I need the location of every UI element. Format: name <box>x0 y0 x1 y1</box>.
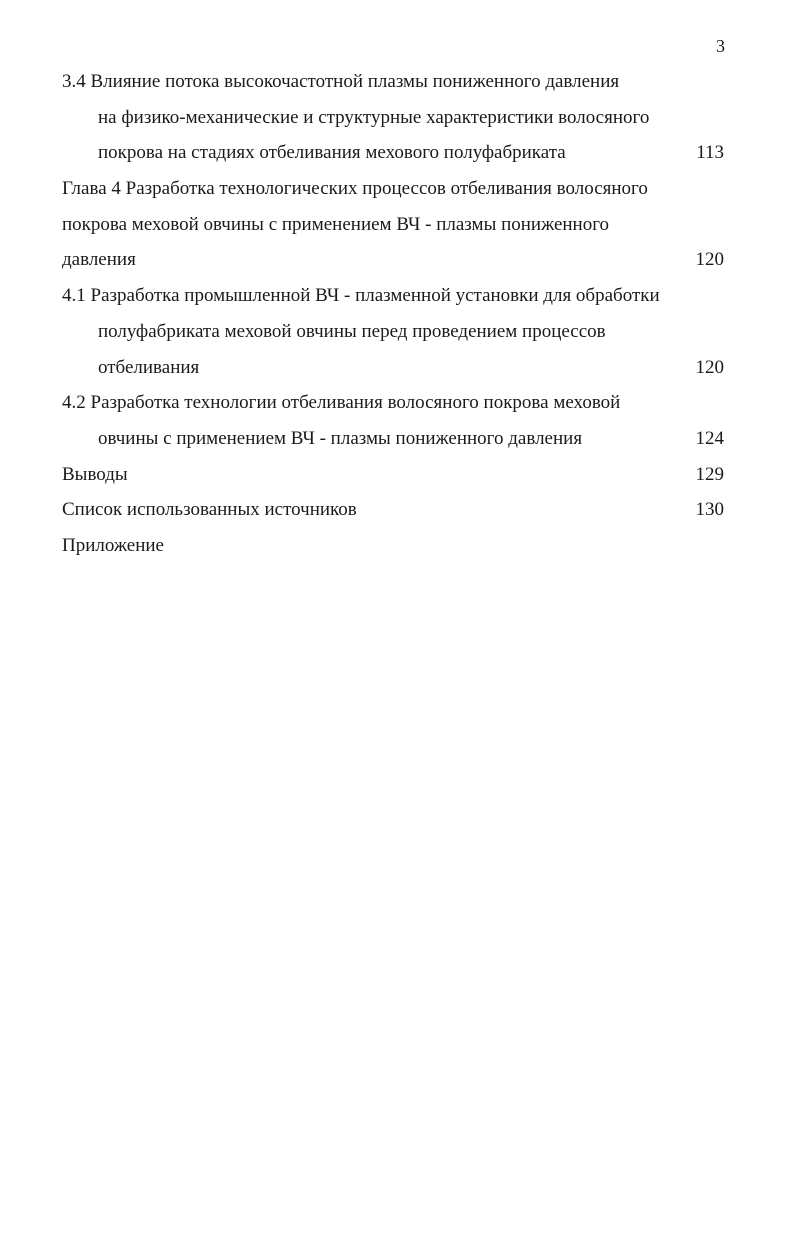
toc-line <box>62 528 730 564</box>
toc-line <box>62 242 730 278</box>
toc-line <box>62 492 730 528</box>
toc-entry-text: давления <box>62 249 136 271</box>
toc-entry-text: Выводы <box>62 463 128 485</box>
toc-line <box>62 207 730 243</box>
toc-entry-text: покрова на стадиях отбеливания мехового полуфабриката <box>98 142 566 164</box>
toc-entry-text: овчины с применением ВЧ - плазмы пониженного давления <box>98 427 583 449</box>
toc-line <box>62 135 730 171</box>
toc-entry-text: Список использованных источников <box>62 499 357 521</box>
toc-entry-text: 4.1 Разработка промышленной ВЧ - плазменной установки для обработки <box>62 285 660 307</box>
toc-line <box>62 314 730 350</box>
table-of-contents <box>62 64 730 564</box>
toc-line <box>62 64 730 100</box>
toc-page-number: 124 <box>695 427 724 449</box>
toc-entry-text: Приложение <box>62 534 164 556</box>
toc-entry-text: 4.2 Разработка технологии отбеливания волосяного покрова меховой <box>62 392 621 414</box>
toc-line <box>62 457 730 493</box>
toc-line <box>62 350 730 386</box>
toc-page-number: 129 <box>695 463 724 485</box>
toc-line <box>62 171 730 207</box>
toc-page-number: 113 <box>696 142 724 164</box>
toc-entry-text: полуфабриката меховой овчины перед проведением процессов <box>98 320 606 342</box>
toc-page-number: 120 <box>695 356 724 378</box>
toc-line <box>62 100 730 136</box>
toc-entry-text: отбеливания <box>98 356 200 378</box>
toc-entry-text: Глава 4 Разработка технологических процессов отбеливания волосяного <box>62 178 648 200</box>
toc-line <box>62 421 730 457</box>
page-number: 3 <box>716 36 725 56</box>
toc-entry-text: 3.4 Влияние потока высокочастотной плазмы пониженного давления <box>62 71 620 92</box>
toc-entry-text: на физико-механические и структурные характеристики волосяного <box>98 106 650 128</box>
toc-line <box>62 278 730 314</box>
toc-line <box>62 385 730 421</box>
toc-page-number: 130 <box>695 499 724 521</box>
toc-entry-text: покрова меховой овчины с применением ВЧ - плазмы пониженного <box>62 213 610 235</box>
toc-page-number: 120 <box>695 249 724 271</box>
